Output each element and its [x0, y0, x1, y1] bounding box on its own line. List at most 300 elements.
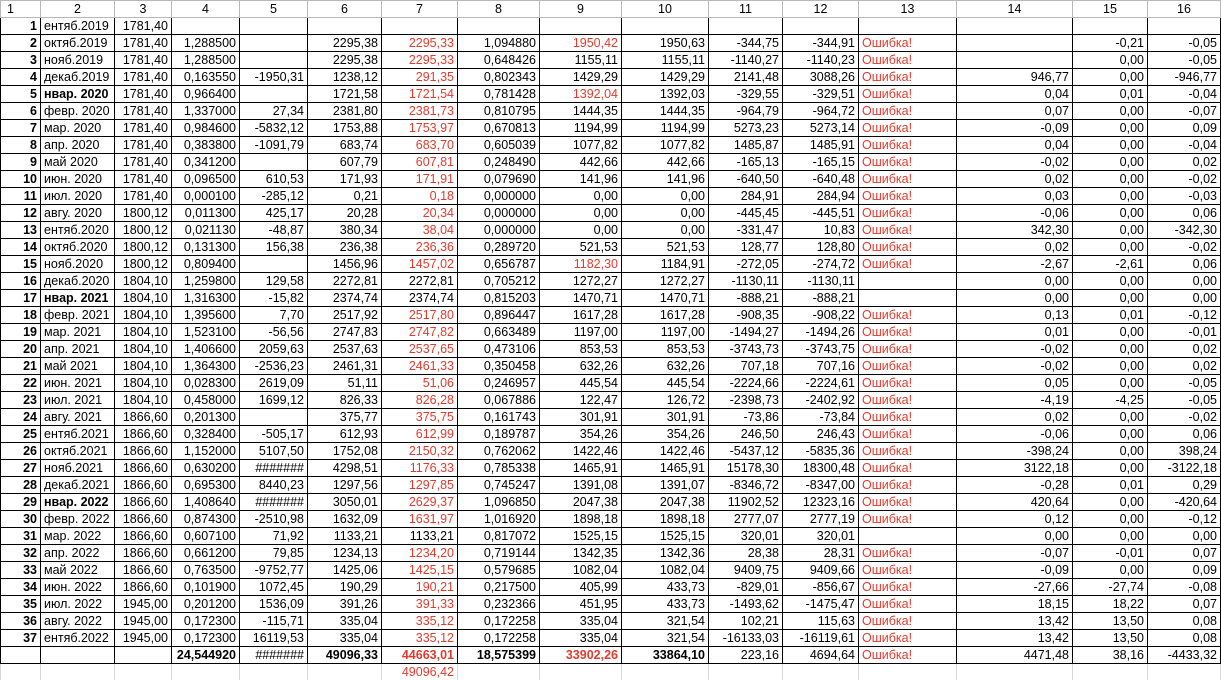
data-cell[interactable]: -0,09: [957, 120, 1073, 137]
data-cell[interactable]: -888,21: [709, 290, 783, 307]
data-cell[interactable]: 11902,52: [709, 494, 783, 511]
status-cell[interactable]: Ошибка!: [859, 154, 957, 171]
data-cell[interactable]: -0,01: [1073, 545, 1148, 562]
data-cell[interactable]: 0,08: [1148, 630, 1221, 647]
data-cell[interactable]: 102,21: [709, 613, 783, 630]
data-cell[interactable]: 0,217500: [458, 579, 540, 596]
data-cell[interactable]: -344,91: [783, 35, 859, 52]
data-cell[interactable]: -1475,47: [783, 596, 859, 613]
row-number[interactable]: 24: [1, 409, 41, 426]
date-cell[interactable]: мар. 2020: [41, 120, 115, 137]
data-cell[interactable]: 683,70: [382, 137, 458, 154]
data-cell[interactable]: 1182,30: [540, 256, 622, 273]
status-cell[interactable]: Ошибка!: [859, 52, 957, 69]
data-cell[interactable]: 0,02: [1148, 341, 1221, 358]
data-cell[interactable]: 1082,04: [622, 562, 709, 579]
data-cell[interactable]: -1494,26: [783, 324, 859, 341]
data-cell[interactable]: -342,30: [1148, 222, 1221, 239]
data-cell[interactable]: 0,01: [1073, 477, 1148, 494]
date-cell[interactable]: мар. 2022: [41, 528, 115, 545]
data-cell[interactable]: 0,00: [957, 290, 1073, 307]
data-cell[interactable]: 1804,10: [115, 307, 172, 324]
data-cell[interactable]: 433,73: [622, 579, 709, 596]
data-cell[interactable]: 0,00: [1073, 273, 1148, 290]
data-cell[interactable]: 1781,40: [115, 120, 172, 137]
data-cell[interactable]: -2510,98: [240, 511, 308, 528]
status-cell[interactable]: Ошибка!: [859, 69, 957, 86]
data-cell[interactable]: 18,575399: [458, 647, 540, 664]
data-cell[interactable]: 607,79: [308, 154, 382, 171]
data-cell[interactable]: 0,00: [1073, 562, 1148, 579]
date-cell[interactable]: октяб.2020: [41, 239, 115, 256]
data-cell[interactable]: 1077,82: [622, 137, 709, 154]
data-cell[interactable]: 0,670813: [458, 120, 540, 137]
data-cell[interactable]: 1470,71: [540, 290, 622, 307]
status-cell[interactable]: Ошибка!: [859, 613, 957, 630]
data-cell[interactable]: 1781,40: [115, 137, 172, 154]
data-cell[interactable]: 0,705212: [458, 273, 540, 290]
data-cell[interactable]: -115,71: [240, 613, 308, 630]
data-cell[interactable]: 4694,64: [783, 647, 859, 664]
data-cell[interactable]: 13,42: [957, 613, 1073, 630]
data-cell[interactable]: 0,000000: [458, 222, 540, 239]
data-cell[interactable]: 1898,18: [540, 511, 622, 528]
data-cell[interactable]: 1781,40: [115, 171, 172, 188]
data-cell[interactable]: -856,67: [783, 579, 859, 596]
row-number[interactable]: 31: [1, 528, 41, 545]
data-cell[interactable]: -829,01: [709, 579, 783, 596]
data-cell[interactable]: #######: [240, 647, 308, 664]
data-cell[interactable]: 1781,40: [115, 52, 172, 69]
data-cell[interactable]: 0,101900: [172, 579, 240, 596]
data-cell[interactable]: 335,04: [308, 613, 382, 630]
data-cell[interactable]: [240, 18, 308, 35]
data-cell[interactable]: 246,50: [709, 426, 783, 443]
date-cell[interactable]: [41, 647, 115, 664]
data-cell[interactable]: 129,58: [240, 273, 308, 290]
date-cell[interactable]: авгу. 2021: [41, 409, 115, 426]
data-cell[interactable]: 15178,30: [709, 460, 783, 477]
data-cell[interactable]: 1082,04: [540, 562, 622, 579]
data-cell[interactable]: -2402,92: [783, 392, 859, 409]
row-number[interactable]: 22: [1, 375, 41, 392]
data-cell[interactable]: 16119,53: [240, 630, 308, 647]
data-cell[interactable]: 0,341200: [172, 154, 240, 171]
date-cell[interactable]: май 2022: [41, 562, 115, 579]
data-cell[interactable]: [240, 409, 308, 426]
data-cell[interactable]: -445,51: [783, 205, 859, 222]
data-cell[interactable]: 707,18: [709, 358, 783, 375]
data-cell[interactable]: -1091,79: [240, 137, 308, 154]
date-cell[interactable]: нояб.2021: [41, 460, 115, 477]
data-cell[interactable]: 1866,60: [115, 579, 172, 596]
data-cell[interactable]: [1073, 18, 1148, 35]
data-cell[interactable]: 0,630200: [172, 460, 240, 477]
data-cell[interactable]: 0,00: [1073, 511, 1148, 528]
data-cell[interactable]: -56,56: [240, 324, 308, 341]
data-cell[interactable]: 0,762062: [458, 443, 540, 460]
data-cell[interactable]: 1866,60: [115, 528, 172, 545]
data-cell[interactable]: 0,00: [1073, 290, 1148, 307]
data-cell[interactable]: 946,77: [957, 69, 1073, 86]
data-cell[interactable]: 1866,60: [115, 443, 172, 460]
data-cell[interactable]: 0,06: [1148, 426, 1221, 443]
status-cell[interactable]: [859, 528, 957, 545]
data-cell[interactable]: 335,12: [382, 613, 458, 630]
data-cell[interactable]: 1617,28: [622, 307, 709, 324]
data-cell[interactable]: 0,000000: [458, 188, 540, 205]
data-cell[interactable]: [240, 256, 308, 273]
data-cell[interactable]: 0,328400: [172, 426, 240, 443]
data-cell[interactable]: 1,094880: [458, 35, 540, 52]
data-cell[interactable]: 28,38: [709, 545, 783, 562]
data-cell[interactable]: -8346,72: [709, 477, 783, 494]
data-cell[interactable]: 0,745247: [458, 477, 540, 494]
data-cell[interactable]: 0,01: [1073, 86, 1148, 103]
data-cell[interactable]: 0,00: [1073, 69, 1148, 86]
data-cell[interactable]: 9409,75: [709, 562, 783, 579]
data-cell[interactable]: [240, 86, 308, 103]
data-cell[interactable]: 13,50: [1073, 613, 1148, 630]
data-cell[interactable]: -27,66: [957, 579, 1073, 596]
data-cell[interactable]: 0,07: [1148, 596, 1221, 613]
data-cell[interactable]: -3122,18: [1148, 460, 1221, 477]
data-cell[interactable]: 0,02: [957, 239, 1073, 256]
data-cell[interactable]: 79,85: [240, 545, 308, 562]
date-cell[interactable]: декаб.2019: [41, 69, 115, 86]
data-cell[interactable]: 1804,10: [115, 392, 172, 409]
data-cell[interactable]: 2381,80: [308, 103, 382, 120]
data-cell[interactable]: 0,12: [957, 511, 1073, 528]
data-cell[interactable]: 2272,81: [308, 273, 382, 290]
data-cell[interactable]: -2398,73: [709, 392, 783, 409]
row-number[interactable]: 15: [1, 256, 41, 273]
data-cell[interactable]: 141,96: [622, 171, 709, 188]
data-cell[interactable]: 49096,33: [308, 647, 382, 664]
row-number[interactable]: 29: [1, 494, 41, 511]
data-cell[interactable]: -73,84: [783, 409, 859, 426]
data-cell[interactable]: 0,00: [1073, 188, 1148, 205]
data-cell[interactable]: -1140,23: [783, 52, 859, 69]
data-cell[interactable]: 1781,40: [115, 35, 172, 52]
data-cell[interactable]: 0,00: [622, 188, 709, 205]
data-cell[interactable]: 321,54: [622, 613, 709, 630]
data-cell[interactable]: 0,00: [540, 222, 622, 239]
data-cell[interactable]: 2141,48: [709, 69, 783, 86]
data-cell[interactable]: 2047,38: [540, 494, 622, 511]
data-cell[interactable]: 0,00: [1148, 528, 1221, 545]
data-cell[interactable]: 1800,12: [115, 222, 172, 239]
data-cell[interactable]: 425,17: [240, 205, 308, 222]
column-header-12[interactable]: 12: [783, 1, 859, 18]
data-cell[interactable]: 1133,21: [308, 528, 382, 545]
data-cell[interactable]: -2224,61: [783, 375, 859, 392]
data-cell[interactable]: [783, 664, 859, 680]
row-number[interactable]: 12: [1, 205, 41, 222]
data-cell[interactable]: 0,00: [1073, 443, 1148, 460]
data-cell[interactable]: -4433,32: [1148, 647, 1221, 664]
data-cell[interactable]: 0,579685: [458, 562, 540, 579]
data-cell[interactable]: 2629,37: [382, 494, 458, 511]
row-number[interactable]: 32: [1, 545, 41, 562]
data-cell[interactable]: 1391,07: [622, 477, 709, 494]
data-cell[interactable]: 1525,15: [622, 528, 709, 545]
date-cell[interactable]: ентяб.2020: [41, 222, 115, 239]
data-cell[interactable]: [957, 52, 1073, 69]
data-cell[interactable]: 0,607100: [172, 528, 240, 545]
column-header-4[interactable]: 4: [172, 1, 240, 18]
data-cell[interactable]: 3122,18: [957, 460, 1073, 477]
date-cell[interactable]: май 2021: [41, 358, 115, 375]
data-cell[interactable]: 0,00: [1073, 239, 1148, 256]
column-header-13[interactable]: 13: [859, 1, 957, 18]
data-cell[interactable]: -0,02: [1148, 239, 1221, 256]
data-cell[interactable]: 420,64: [957, 494, 1073, 511]
data-cell[interactable]: 375,77: [308, 409, 382, 426]
data-cell[interactable]: 0,00: [1073, 103, 1148, 120]
data-cell[interactable]: 1,288500: [172, 35, 240, 52]
data-cell[interactable]: 3088,26: [783, 69, 859, 86]
data-cell[interactable]: [308, 664, 382, 680]
data-cell[interactable]: 301,91: [540, 409, 622, 426]
row-number[interactable]: 8: [1, 137, 41, 154]
data-cell[interactable]: 0,06: [1148, 256, 1221, 273]
date-cell[interactable]: июн. 2020: [41, 171, 115, 188]
data-cell[interactable]: [1148, 18, 1221, 35]
data-cell[interactable]: 1342,35: [540, 545, 622, 562]
data-cell[interactable]: -505,17: [240, 426, 308, 443]
data-cell[interactable]: 0,00: [1073, 409, 1148, 426]
data-cell[interactable]: [41, 664, 115, 680]
data-cell[interactable]: 1631,97: [382, 511, 458, 528]
data-cell[interactable]: 1800,12: [115, 256, 172, 273]
data-cell[interactable]: [957, 664, 1073, 680]
data-cell[interactable]: 8440,23: [240, 477, 308, 494]
data-cell[interactable]: 391,33: [382, 596, 458, 613]
data-cell[interactable]: 2537,65: [382, 341, 458, 358]
column-header-16[interactable]: 16: [1148, 1, 1221, 18]
data-cell[interactable]: -2224,66: [709, 375, 783, 392]
status-cell[interactable]: Ошибка!: [859, 188, 957, 205]
data-cell[interactable]: 38,04: [382, 222, 458, 239]
data-cell[interactable]: 1781,40: [115, 154, 172, 171]
data-cell[interactable]: 0,289720: [458, 239, 540, 256]
row-number[interactable]: 21: [1, 358, 41, 375]
data-cell[interactable]: 2777,07: [709, 511, 783, 528]
data-cell[interactable]: -5832,12: [240, 120, 308, 137]
data-cell[interactable]: 1,096850: [458, 494, 540, 511]
data-cell[interactable]: 2047,38: [622, 494, 709, 511]
data-cell[interactable]: 0,131300: [172, 239, 240, 256]
data-cell[interactable]: -4,19: [957, 392, 1073, 409]
data-cell[interactable]: 0,02: [1148, 154, 1221, 171]
data-cell[interactable]: 0,248490: [458, 154, 540, 171]
status-cell[interactable]: Ошибка!: [859, 443, 957, 460]
data-cell[interactable]: 13,50: [1073, 630, 1148, 647]
data-cell[interactable]: 0,00: [1073, 154, 1148, 171]
data-cell[interactable]: -274,72: [783, 256, 859, 273]
data-cell[interactable]: -272,05: [709, 256, 783, 273]
data-cell[interactable]: -285,12: [240, 188, 308, 205]
data-cell[interactable]: 1,316300: [172, 290, 240, 307]
data-cell[interactable]: 4471,48: [957, 647, 1073, 664]
data-cell[interactable]: 442,66: [540, 154, 622, 171]
data-cell[interactable]: 1485,87: [709, 137, 783, 154]
row-number[interactable]: 23: [1, 392, 41, 409]
data-cell[interactable]: 128,80: [783, 239, 859, 256]
data-cell[interactable]: 632,26: [540, 358, 622, 375]
data-cell[interactable]: 1470,71: [622, 290, 709, 307]
data-cell[interactable]: 0,172258: [458, 613, 540, 630]
data-cell[interactable]: [1, 664, 41, 680]
data-cell[interactable]: 0,00: [1073, 137, 1148, 154]
data-cell[interactable]: 0,246957: [458, 375, 540, 392]
data-cell[interactable]: 0,189787: [458, 426, 540, 443]
data-cell[interactable]: 0,02: [1148, 358, 1221, 375]
row-number[interactable]: 17: [1, 290, 41, 307]
data-cell[interactable]: 0,719144: [458, 545, 540, 562]
date-cell[interactable]: ентяб.2021: [41, 426, 115, 443]
data-cell[interactable]: 190,29: [308, 579, 382, 596]
column-header-15[interactable]: 15: [1073, 1, 1148, 18]
row-number[interactable]: 16: [1, 273, 41, 290]
data-cell[interactable]: 0,011300: [172, 205, 240, 222]
data-cell[interactable]: -0,06: [957, 205, 1073, 222]
status-cell[interactable]: Ошибка!: [859, 596, 957, 613]
data-cell[interactable]: 607,81: [382, 154, 458, 171]
data-cell[interactable]: 0,13: [957, 307, 1073, 324]
status-cell[interactable]: Ошибка!: [859, 460, 957, 477]
data-cell[interactable]: 2619,09: [240, 375, 308, 392]
data-cell[interactable]: 122,47: [540, 392, 622, 409]
data-cell[interactable]: 0,896447: [458, 307, 540, 324]
column-header-14[interactable]: 14: [957, 1, 1073, 18]
data-cell[interactable]: -888,21: [783, 290, 859, 307]
data-cell[interactable]: -0,21: [1073, 35, 1148, 52]
status-cell[interactable]: Ошибка!: [859, 86, 957, 103]
date-cell[interactable]: февр. 2020: [41, 103, 115, 120]
data-cell[interactable]: 0,00: [1073, 324, 1148, 341]
status-cell[interactable]: Ошибка!: [859, 375, 957, 392]
data-cell[interactable]: 335,12: [382, 630, 458, 647]
data-cell[interactable]: -398,24: [957, 443, 1073, 460]
row-number[interactable]: 35: [1, 596, 41, 613]
data-cell[interactable]: 1425,15: [382, 562, 458, 579]
data-cell[interactable]: 0,00: [1073, 120, 1148, 137]
data-cell[interactable]: 1699,12: [240, 392, 308, 409]
data-cell[interactable]: 398,24: [1148, 443, 1221, 460]
data-cell[interactable]: 1866,60: [115, 426, 172, 443]
column-header-3[interactable]: 3: [115, 1, 172, 18]
data-cell[interactable]: -0,05: [1148, 392, 1221, 409]
data-cell[interactable]: 2295,38: [308, 35, 382, 52]
data-cell[interactable]: 0,07: [957, 103, 1073, 120]
data-cell[interactable]: 27,34: [240, 103, 308, 120]
data-cell[interactable]: 1525,15: [540, 528, 622, 545]
row-number[interactable]: 33: [1, 562, 41, 579]
data-cell[interactable]: 1485,91: [783, 137, 859, 154]
data-cell[interactable]: 0,02: [957, 171, 1073, 188]
data-cell[interactable]: 0,172300: [172, 613, 240, 630]
data-cell[interactable]: 1950,42: [540, 35, 622, 52]
data-cell[interactable]: 0,29: [1148, 477, 1221, 494]
data-cell[interactable]: 0,163550: [172, 69, 240, 86]
data-cell[interactable]: -16119,61: [783, 630, 859, 647]
data-cell[interactable]: 0,232366: [458, 596, 540, 613]
data-cell[interactable]: 1866,60: [115, 511, 172, 528]
data-cell[interactable]: 0,201200: [172, 596, 240, 613]
date-cell[interactable]: июл. 2020: [41, 188, 115, 205]
data-cell[interactable]: [172, 18, 240, 35]
data-cell[interactable]: 5273,14: [783, 120, 859, 137]
data-cell[interactable]: 342,30: [957, 222, 1073, 239]
data-cell[interactable]: 18,15: [957, 596, 1073, 613]
data-cell[interactable]: 0,00: [540, 205, 622, 222]
data-cell[interactable]: 0,021130: [172, 222, 240, 239]
data-cell[interactable]: 1945,00: [115, 596, 172, 613]
data-cell[interactable]: 445,54: [540, 375, 622, 392]
data-cell[interactable]: 24,544920: [172, 647, 240, 664]
data-cell[interactable]: 12323,16: [783, 494, 859, 511]
data-cell[interactable]: [458, 18, 540, 35]
data-cell[interactable]: [382, 18, 458, 35]
date-cell[interactable]: нвар. 2022: [41, 494, 115, 511]
data-cell[interactable]: 0,874300: [172, 511, 240, 528]
row-number[interactable]: 20: [1, 341, 41, 358]
data-cell[interactable]: -165,15: [783, 154, 859, 171]
data-cell[interactable]: 320,01: [783, 528, 859, 545]
data-cell[interactable]: 1429,29: [622, 69, 709, 86]
data-cell[interactable]: -0,02: [1148, 409, 1221, 426]
data-cell[interactable]: -27,74: [1073, 579, 1148, 596]
data-cell[interactable]: -908,22: [783, 307, 859, 324]
data-cell[interactable]: 612,93: [308, 426, 382, 443]
data-cell[interactable]: 1,406600: [172, 341, 240, 358]
data-cell[interactable]: -0,12: [1148, 307, 1221, 324]
data-cell[interactable]: 246,43: [783, 426, 859, 443]
data-cell[interactable]: 1866,60: [115, 460, 172, 477]
status-cell[interactable]: Ошибка!: [859, 324, 957, 341]
data-cell[interactable]: 1804,10: [115, 273, 172, 290]
data-cell[interactable]: 0,00: [1073, 494, 1148, 511]
date-cell[interactable]: февр. 2021: [41, 307, 115, 324]
data-cell[interactable]: 9409,66: [783, 562, 859, 579]
data-cell[interactable]: 2295,33: [382, 35, 458, 52]
data-cell[interactable]: #######: [240, 494, 308, 511]
data-cell[interactable]: 1781,40: [115, 69, 172, 86]
column-header-10[interactable]: 10: [622, 1, 709, 18]
data-cell[interactable]: 0,809400: [172, 256, 240, 273]
date-cell[interactable]: апр. 2022: [41, 545, 115, 562]
data-cell[interactable]: 1536,09: [240, 596, 308, 613]
data-cell[interactable]: 380,34: [308, 222, 382, 239]
data-cell[interactable]: 1392,04: [540, 86, 622, 103]
data-cell[interactable]: 1866,60: [115, 477, 172, 494]
data-cell[interactable]: 44663,01: [382, 647, 458, 664]
data-cell[interactable]: 13,42: [957, 630, 1073, 647]
data-cell[interactable]: 301,91: [622, 409, 709, 426]
data-cell[interactable]: 1781,40: [115, 18, 172, 35]
data-cell[interactable]: 51,06: [382, 375, 458, 392]
column-header-6[interactable]: 6: [308, 1, 382, 18]
data-cell[interactable]: -908,35: [709, 307, 783, 324]
data-cell[interactable]: 5107,50: [240, 443, 308, 460]
data-cell[interactable]: -165,13: [709, 154, 783, 171]
date-cell[interactable]: октяб.2019: [41, 35, 115, 52]
data-cell[interactable]: 1465,91: [540, 460, 622, 477]
data-cell[interactable]: -1130,11: [783, 273, 859, 290]
date-cell[interactable]: декаб.2021: [41, 477, 115, 494]
